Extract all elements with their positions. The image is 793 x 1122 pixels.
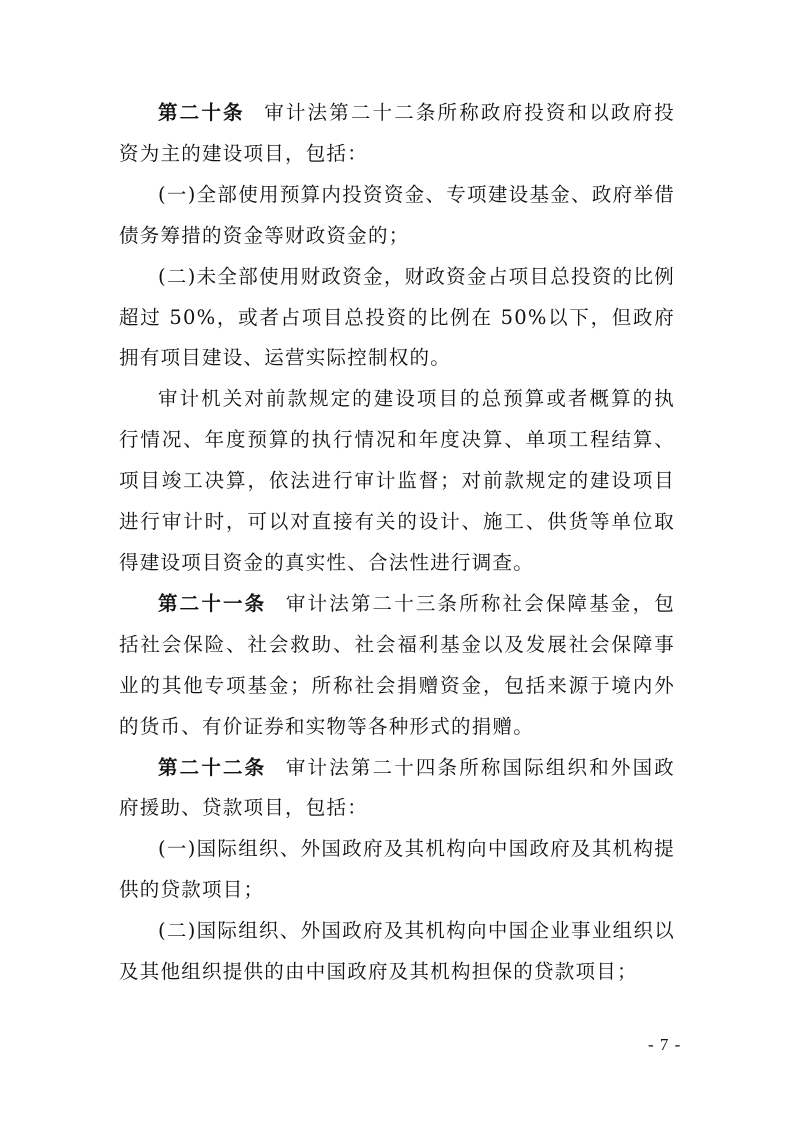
- article-20-item-2: (二)未全部使用财政资金，财政资金占项目总投资的比例超过 50%，或者占项目总投资的比例在 50%以下，但政府拥有项目建设、运营实际控制权的。: [119, 264, 675, 370]
- article-21-intro: [119, 584, 675, 748]
- article-20-item-1: (一)全部使用预算内投资资金、专项建设基金、政府举借债务筹措的资金等财政资金的；: [119, 182, 675, 247]
- article-22-item-2: (二)国际组织、外国政府及其机构向中国企业事业组织以及其他组织提供的由中国政府及其机构担保的贷款项目；: [119, 919, 675, 984]
- article-22-title: 第二十二条: [158, 755, 267, 779]
- article-20-intro: [119, 93, 675, 175]
- document-body: [119, 93, 675, 993]
- article-22-item-1: (一)国际组织、外国政府及其机构向中国政府及其机构提供的贷款项目；: [119, 837, 675, 902]
- article-20-title: 第二十条: [158, 101, 245, 124]
- article-22-intro-text: 审计法第二十四条所称国际组织和外国政府援助、贷款项目，包括：: [119, 755, 675, 820]
- article-21-title: 第二十一条: [158, 591, 267, 615]
- article-21-intro-text: 审计法第二十三条所称社会保障基金，包括社会保险、社会救助、社会福利基金以及发展社会保障事业的其他专项基金；所称社会捐赠资金，包括来源于境内外的货币、有价证券和实物等各种形式的捐赠。: [119, 591, 675, 738]
- article-20-paragraph-3: 审计机关对前款规定的建设项目的总预算或者概算的执行情况、年度预算的执行情况和年度决算、单项工程结算、项目竣工决算，依法进行审计监督；对前款规定的建设项目进行审计时，可以对直接有关的设计、施工、供货等单位取得建设项目资金的真实性、合法性进行调查。: [119, 387, 675, 574]
- article-22-intro: [119, 748, 675, 830]
- article-20-intro-text: 审计法第二十二条所称政府投资和以政府投资为主的建设项目，包括：: [119, 101, 675, 165]
- page-number: - 7 -: [648, 1035, 682, 1054]
